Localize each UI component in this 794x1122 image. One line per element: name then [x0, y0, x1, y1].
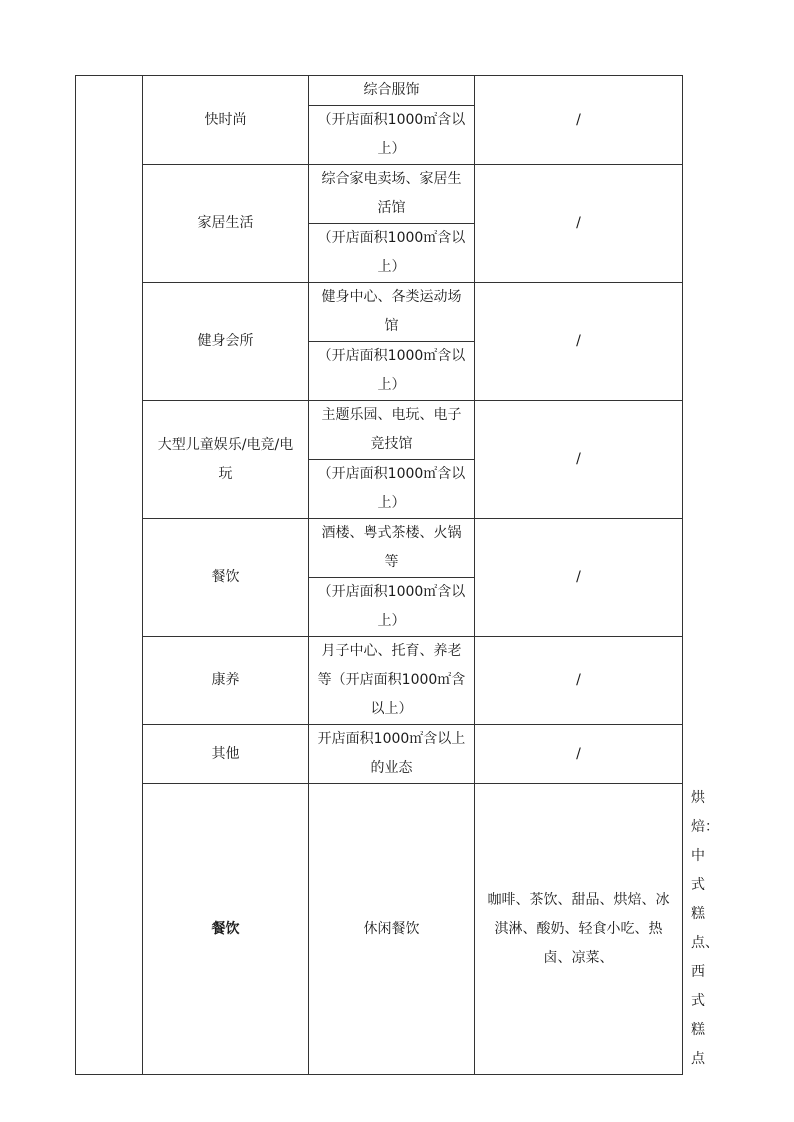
- remark-cell: /: [475, 637, 683, 725]
- table-row: [76, 401, 683, 460]
- business-name-cell: 其他: [143, 725, 309, 784]
- business-name-cell: 健身会所: [143, 283, 309, 401]
- category-cell: 餐饮: [143, 784, 309, 1075]
- area-requirement-cell: （开店面积1000㎡含以上）: [309, 578, 475, 637]
- category-cell-continued: [76, 76, 143, 1075]
- business-desc-cell: 综合服饰: [309, 76, 475, 106]
- remark-cell: /: [475, 165, 683, 283]
- business-desc-cell: 主题乐园、电玩、电子竞技馆: [309, 401, 475, 460]
- area-requirement-cell: （开店面积1000㎡含以上）: [309, 224, 475, 283]
- area-requirement-cell: （开店面积1000㎡含以上）: [309, 342, 475, 401]
- business-name-cell: 快时尚: [143, 76, 309, 165]
- area-requirement-cell: （开店面积1000㎡含以上）: [309, 460, 475, 519]
- table-row: [76, 637, 683, 725]
- business-desc-cell: 酒楼、粤式茶楼、火锅等: [309, 519, 475, 578]
- business-name-cell: 休闲餐饮: [309, 784, 475, 1075]
- table-row: [76, 725, 683, 784]
- business-name-cell: 大型儿童娱乐/电竞/电玩: [143, 401, 309, 519]
- remark-cell: /: [475, 725, 683, 784]
- remark-cell: /: [475, 76, 683, 165]
- business-desc-cell: 健身中心、各类运动场馆: [309, 283, 475, 342]
- table-row: [76, 76, 683, 106]
- business-desc-cell: 开店面积1000㎡含以上的业态: [309, 725, 475, 784]
- remark-cell: /: [475, 283, 683, 401]
- table-row: [76, 519, 683, 578]
- business-name-cell: 餐饮: [143, 519, 309, 637]
- table-row: [76, 165, 683, 224]
- remark-cell: /: [475, 519, 683, 637]
- business-desc-cell: 综合家电卖场、家居生活馆: [309, 165, 475, 224]
- business-name-cell: 康养: [143, 637, 309, 725]
- business-type-table: [75, 75, 719, 1075]
- business-desc-cell: 咖啡、茶饮、甜品、烘焙、冰淇淋、酸奶、轻食小吃、热卤、凉菜、: [475, 784, 683, 1075]
- table-row: 餐饮 休闲餐饮 咖啡、茶饮、甜品、烘焙、冰淇淋、酸奶、轻食小吃、热卤、凉菜、 烘焙：中式糕点、西式糕点: [76, 784, 683, 1075]
- remark-cell: /: [475, 401, 683, 519]
- business-name-cell: 家居生活: [143, 165, 309, 283]
- area-requirement-cell: （开店面积1000㎡含以上）: [309, 106, 475, 165]
- business-desc-cell: 月子中心、托育、养老等（开店面积1000㎡含以上）: [309, 637, 475, 725]
- table-row: [76, 283, 683, 342]
